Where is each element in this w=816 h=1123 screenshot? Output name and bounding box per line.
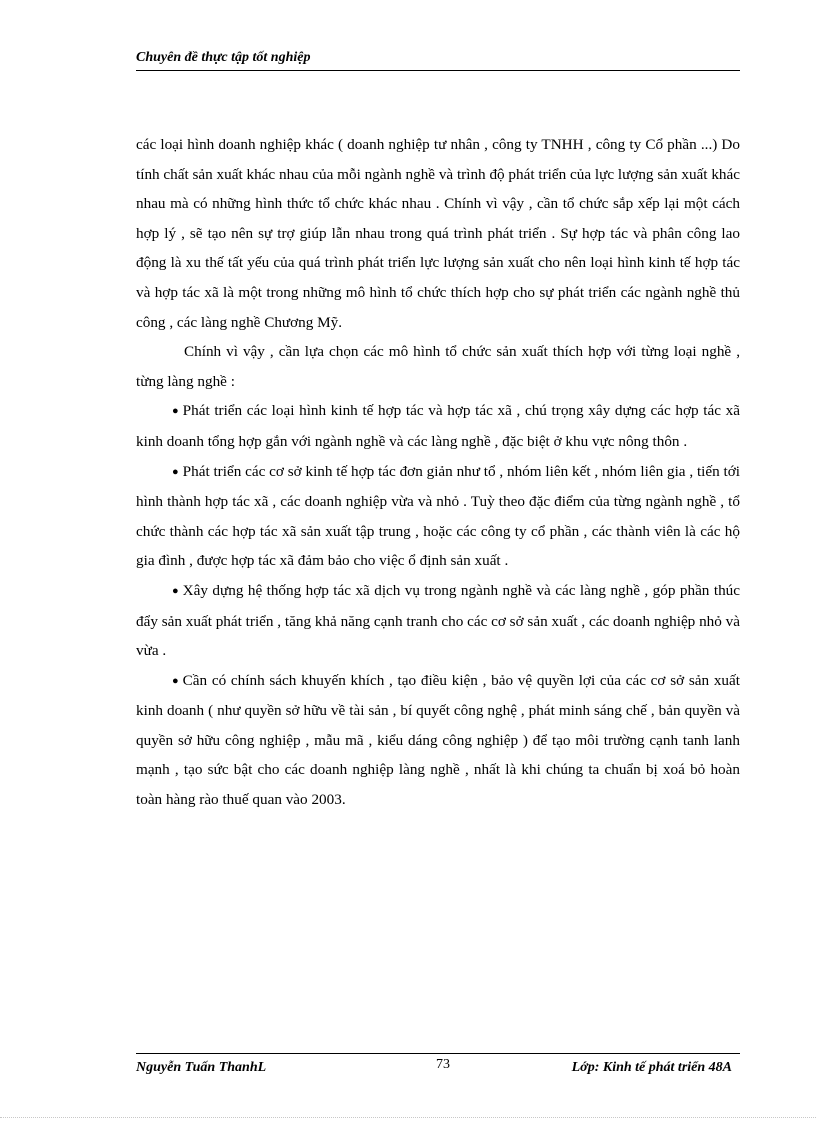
bullet-item [136,666,740,815]
bullet-text: Cần có chính sách khuyến khích , tạo điều kiện , bảo vệ quyền lợi của các cơ sở sản xuất kinh doanh ( như quyền sở hữu về tài sản , bí quyết công nghệ , phát minh sáng chế , bản quyền và quyền sở hữu công nghiệp , mẫu mã , kiểu dáng công nghiệp ) để tạo môi trường cạnh tanh lanh mạnh , tạo sức bật cho các doanh nghiệp làng nghề , nhất là khi chúng ta chuẩn bị xoá bỏ hoàn toàn hàng rào thuế quan vào 2003. [136,671,740,809]
page-number: 73 [436,1057,450,1072]
bullet-text: Phát triển các cơ sở kinh tế hợp tác đơn giản như tổ , nhóm liên kết , nhóm liên gia , tiến tới hình thành hợp tác xã , các doanh nghiệp vừa và nhỏ . Tuỳ theo đặc điểm của từng ngành nghề , tổ chức thành các hợp tác xã sản xuất tập trung , hoặc các công ty cổ phần , các thành viên là các hộ gia đình , được hợp tác xã đảm bảo cho việc ổ định sản xuất . [136,462,740,570]
bullet-icon: ● [172,674,179,687]
bullet-icon: ● [172,405,179,418]
body-paragraph: Chính vì vậy , cần lựa chọn các mô hình tổ chức sản xuất thích hợp với từng loại nghề , từng làng nghề : [136,343,740,390]
bullet-item [136,576,740,666]
page-footer [136,1053,740,1084]
header-title: Chuyên đề thực tập tốt nghiệp [136,50,311,65]
bullet-icon: ● [172,584,179,597]
body-paragraph: các loại hình doanh nghiệp khác ( doanh nghiệp tư nhân , công ty TNHH , công ty Cổ phần ...) Do tính chất sản xuất khác nhau của mỗi ngành nghề và trình độ phát triển của lực lượng sản xuất khác nhau mà có những hình thức tổ chức khác nhau . Chính vì vậy , cần tổ chức sắp xếp lại một cách hợp lý , sẽ tạo nên sự trợ giúp lẫn nhau trong quá trình phát triển . Sự hợp tác và phân công lao động là xu thế tất yếu của quá trình phát triển lực lượng sản xuất cho nên loại hình kinh tế hợp tác và hợp tác xã là một trong những mô hình tổ chức thích hợp cho sự phát triển các ngành nghề thủ công , các làng nghề Chương Mỹ. [136,136,740,331]
bullet-text: Xây dựng hệ thống hợp tác xã dịch vụ trong ngành nghề và các làng nghề , góp phần thúc đẩy sản xuất phát triển , tăng khả năng cạnh tranh cho các cơ sở sản xuất , các doanh nghiệp nhỏ và vừa . [136,581,740,660]
footer-author: Nguyễn Tuấn ThanhL [136,1060,267,1075]
bullet-icon: ● [172,465,179,478]
page-header [136,48,740,71]
page-edge-divider [0,1117,816,1118]
footer-class-label: Lớp: Kinh tế phát triển 48A [571,1060,732,1075]
bullet-item [136,457,740,576]
bullet-text: Phát triển các loại hình kinh tế hợp tác và hợp tác xã , chú trọng xây dựng các hợp tác xã kinh doanh tổng hợp gắn với ngành nghề và các làng nghề , đặc biệt ở khu vực nông thôn . [136,402,740,450]
page-body [136,130,740,815]
bullet-item [136,396,740,456]
